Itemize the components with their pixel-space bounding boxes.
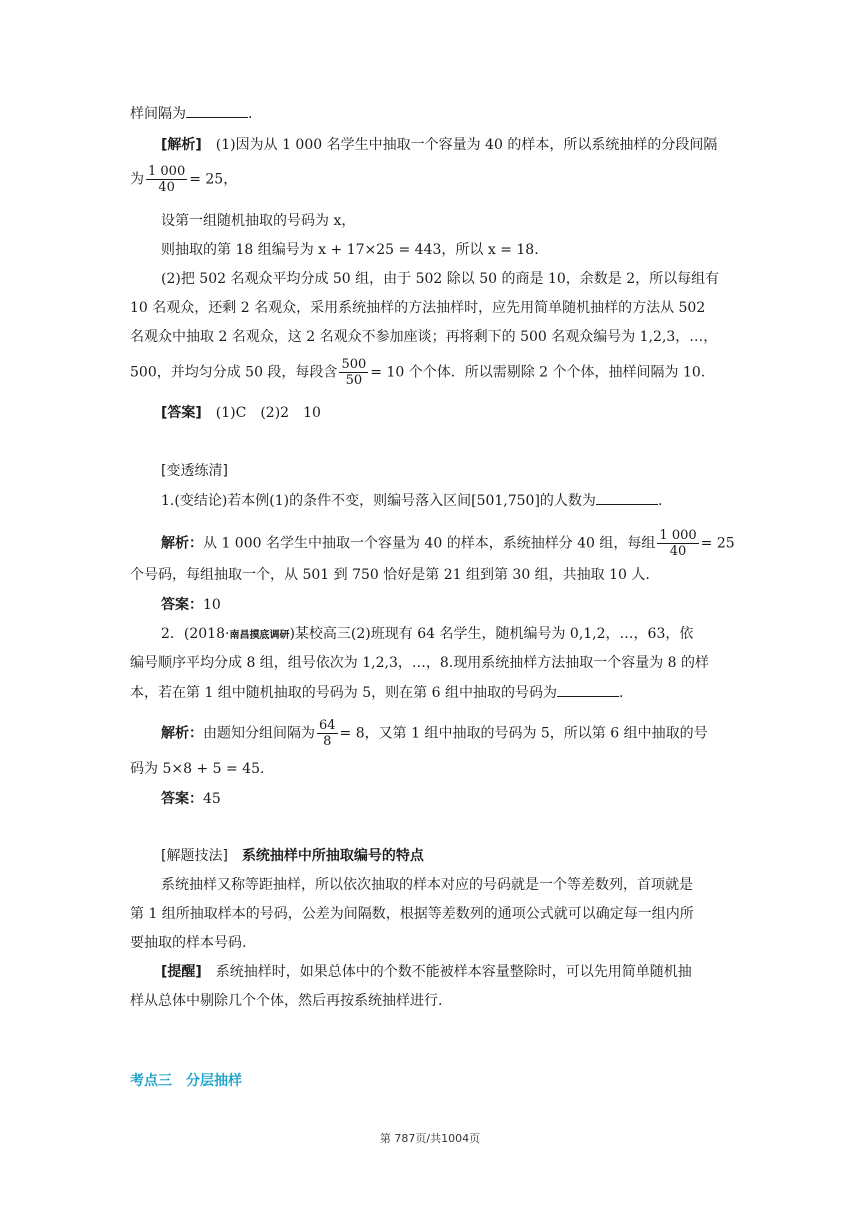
answer-tag: 答案： [161,597,203,613]
reminder-line: [提醒] 系统抽样时，如果总体中的个数不能被样本容量整除时，可以先用简单随机抽 [161,964,692,980]
text-line: 样从总体中剔除几个个体，然后再按系统抽样进行. [130,993,443,1009]
text-line: 系统抽样又称等距抽样，所以依次抽取的样本对应的号码就是一个等差数列，首项就是 [161,877,693,893]
question-2: 2．(2018·南昌摸底调研)某校高三(2)班现有 64 名学生，随机编号为 0,1,2，…，63，依 [161,626,694,642]
answer-line: 答案：45 [161,791,221,807]
text-line: 要抽取的样本号码. [130,935,247,951]
text-line: 第 1 组所抽取样本的号码，公差为间隔数，根据等差数列的通项公式就可以确定每一组内所 [130,906,694,922]
fraction: $\frac{64}{8}$ [319,718,336,749]
section-heading: [变透练清] [161,463,228,479]
answer-blank [596,490,658,505]
text-line: 样间隔为 . [130,103,252,124]
text-line: 500，并均匀分成 50 段，每段含 $\frac{500}{50}$ = 10 个个体．所以需剔除 2 个个体，抽样间隔为 10. [130,357,706,388]
text-line: 个号码，每组抽取一个，从 501 到 750 恰好是第 21 组到第 30 组，共抽取 10 人. [130,567,650,583]
method-heading [161,846,424,866]
question-1: 1.(变结论)若本例(1)的条件不变，则编号落入区间[501,750]的人数为 . [161,490,662,511]
answer-line: 答案：10 [161,597,221,613]
text-line: 本，若在第 1 组中随机抽取的号码为 5，则在第 6 组中抽取的号码为 . [130,682,623,703]
page-footer: 第 787页/共1004页 [379,1132,481,1145]
text-line: 10 名观众，还剩 2 名观众，采用系统抽样的方法抽样时，应先用简单随机抽样的方法从 502 [130,300,706,316]
analysis-tag: [解析] [161,137,202,153]
section-title: 考点三 分层抽样 [130,1073,242,1089]
reminder-tag: [提醒] [161,964,202,980]
answer-tag: [答案] [161,405,202,421]
answer-blank [557,682,619,697]
text-line: 码为 5×8 + 5 = 45. [130,761,265,777]
text-line: 编号顺序平均分成 8 组，组号依次为 1,2,3，…，8.现用系统抽样方法抽取一个容量为 8 的样 [130,655,710,671]
method-tag: [解题技法] [161,848,228,864]
solution-tag: 解析： [161,535,203,552]
solution-line: 解析：由题知分组间隔为 $\frac{64}{8}$ = 8，又第 1 组中抽取的号码为 5，所以第 6 组中抽取的号 [161,718,708,749]
text-line: 名观众中抽取 2 名观众，这 2 名观众不参加座谈；再将剩下的 500 名观众编号为 1,2,3，…， [130,329,718,345]
solution-line: 解析：从 1 000 名学生中抽取一个容量为 40 的样本，系统抽样分 40 组，每组 $\frac{1 000}{40}$ = 25 [161,528,735,559]
text-line: 则抽取的第 18 组编号为 x + 17×25 = 443，所以 x = 18. [161,242,539,258]
text-line: (2)把 502 名观众平均分成 50 组，由于 502 除以 50 的商是 10，余数是 2，所以每组有 [161,271,720,287]
text-line: 设第一组随机抽取的号码为 x， [161,213,356,229]
answer-line: [答案] (1)C (2)2 10 [161,405,321,421]
solution-tag: 解析： [161,725,203,742]
fraction: $\frac{1 000}{40}$ [659,528,697,559]
fraction: $\frac{1 000}{40}$ [148,164,186,195]
source-label: 南昌摸底调研 [229,630,290,641]
fraction: $\frac{500}{50}$ [341,357,367,388]
answer-tag: 答案： [161,791,203,807]
analysis-line: [解析] (1)因为从 1 000 名学生中抽取一个容量为 40 的样本，所以系统抽样的分段间隔 [161,137,718,153]
text-line: 为 $\frac{1 000}{40}$ = 25， [130,164,238,195]
method-title: 系统抽样中所抽取编号的特点 [241,848,424,864]
answer-blank [186,103,248,118]
